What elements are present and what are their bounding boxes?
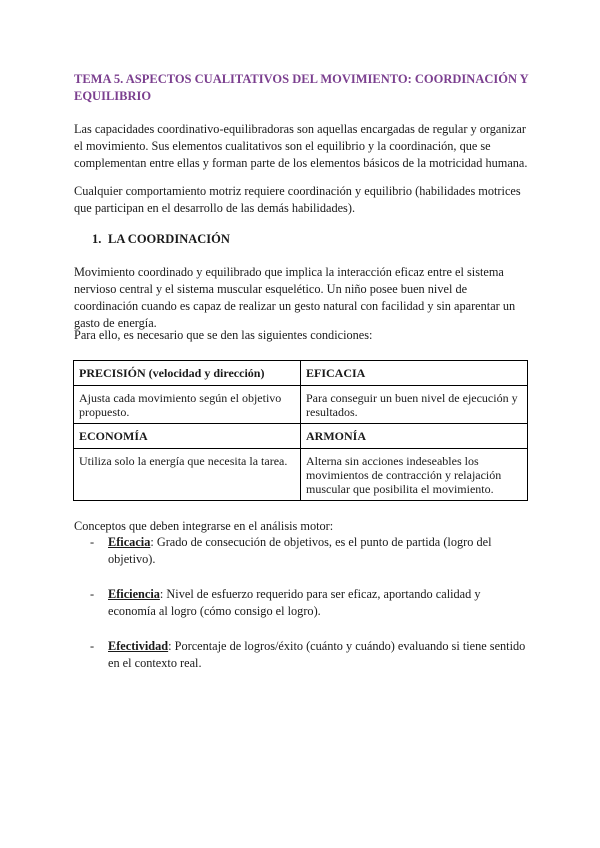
concept-term: Efectividad: [108, 639, 169, 653]
table-header-cell: ECONOMÍA: [74, 424, 301, 449]
table-cell: Utiliza solo la energía que necesita la tarea.: [74, 449, 301, 501]
section-heading-text: LA COORDINACIÓN: [108, 232, 230, 246]
table-header-cell: EFICACIA: [301, 361, 528, 386]
concept-term: Eficiencia: [108, 587, 160, 601]
table-row: [74, 386, 528, 424]
list-bullet: -: [90, 587, 95, 601]
table-row: [74, 361, 528, 386]
document-title: TEMA 5. ASPECTOS CUALITATIVOS DEL MOVIMIENTO: COORDINACIÓN Y EQUILIBRIO: [74, 72, 529, 103]
concept-text: : Grado de consecución de objetivos, es el punto de partida (logro del objetivo).: [108, 535, 492, 566]
concept-text: : Nivel de esfuerzo requerido para ser eficaz, aportando calidad y economía al logro (cómo consigo el logro).: [108, 587, 481, 618]
intro-paragraph: Las capacidades coordinativo-equilibradoras son aquellas encargadas de regular y organizar el movimiento. Sus elementos cualitativos son el equilibrio y la coordinación, que se complementan entre ellas y forman parte de los elementos básicos de la motricidad humana.: [74, 122, 528, 170]
table-row: [74, 424, 528, 449]
table-header-cell: PRECISIÓN (velocidad y dirección): [74, 361, 301, 386]
table-row: [74, 449, 528, 501]
concept-text: : Porcentaje de logros/éxito (cuánto y cuándo) evaluando si tiene sentido en el contexto real.: [108, 639, 526, 670]
conditions-intro: Para ello, es necesario que se den las siguientes condiciones:: [74, 328, 373, 342]
concept-term: Eficacia: [108, 535, 151, 549]
section-heading-coordination: [92, 231, 230, 248]
table-cell: Para conseguir un buen nivel de ejecución y resultados.: [301, 386, 528, 424]
table-header-cell: ARMONÍA: [301, 424, 528, 449]
table-cell: Ajusta cada movimiento según el objetivo propuesto.: [74, 386, 301, 424]
second-paragraph: Cualquier comportamiento motriz requiere coordinación y equilibrio (habilidades motrices que participan en el desarrollo de las demás habilidades).: [74, 184, 521, 215]
table-cell: Alterna sin acciones indeseables los movimientos de contracción y relajación muscular que posibilita el movimiento.: [301, 449, 528, 501]
list-item: [74, 586, 530, 620]
list-bullet: -: [90, 639, 95, 653]
list-bullet: -: [90, 535, 95, 549]
section-number: 1.: [92, 232, 102, 246]
conditions-table: [73, 360, 528, 501]
coordination-paragraph: Movimiento coordinado y equilibrado que implica la interacción eficaz entre el sistema nervioso central y el sistema muscular esquelético. Un niño posee buen nivel de coordinación cuando es capaz de realizar un gesto natural con facilidad y sin aparentar un gasto de energía.: [74, 265, 516, 330]
concepts-list: [74, 534, 530, 690]
concepts-intro: Conceptos que deben integrarse en el análisis motor:: [74, 519, 334, 533]
list-item: [74, 638, 530, 672]
list-item: [74, 534, 530, 568]
